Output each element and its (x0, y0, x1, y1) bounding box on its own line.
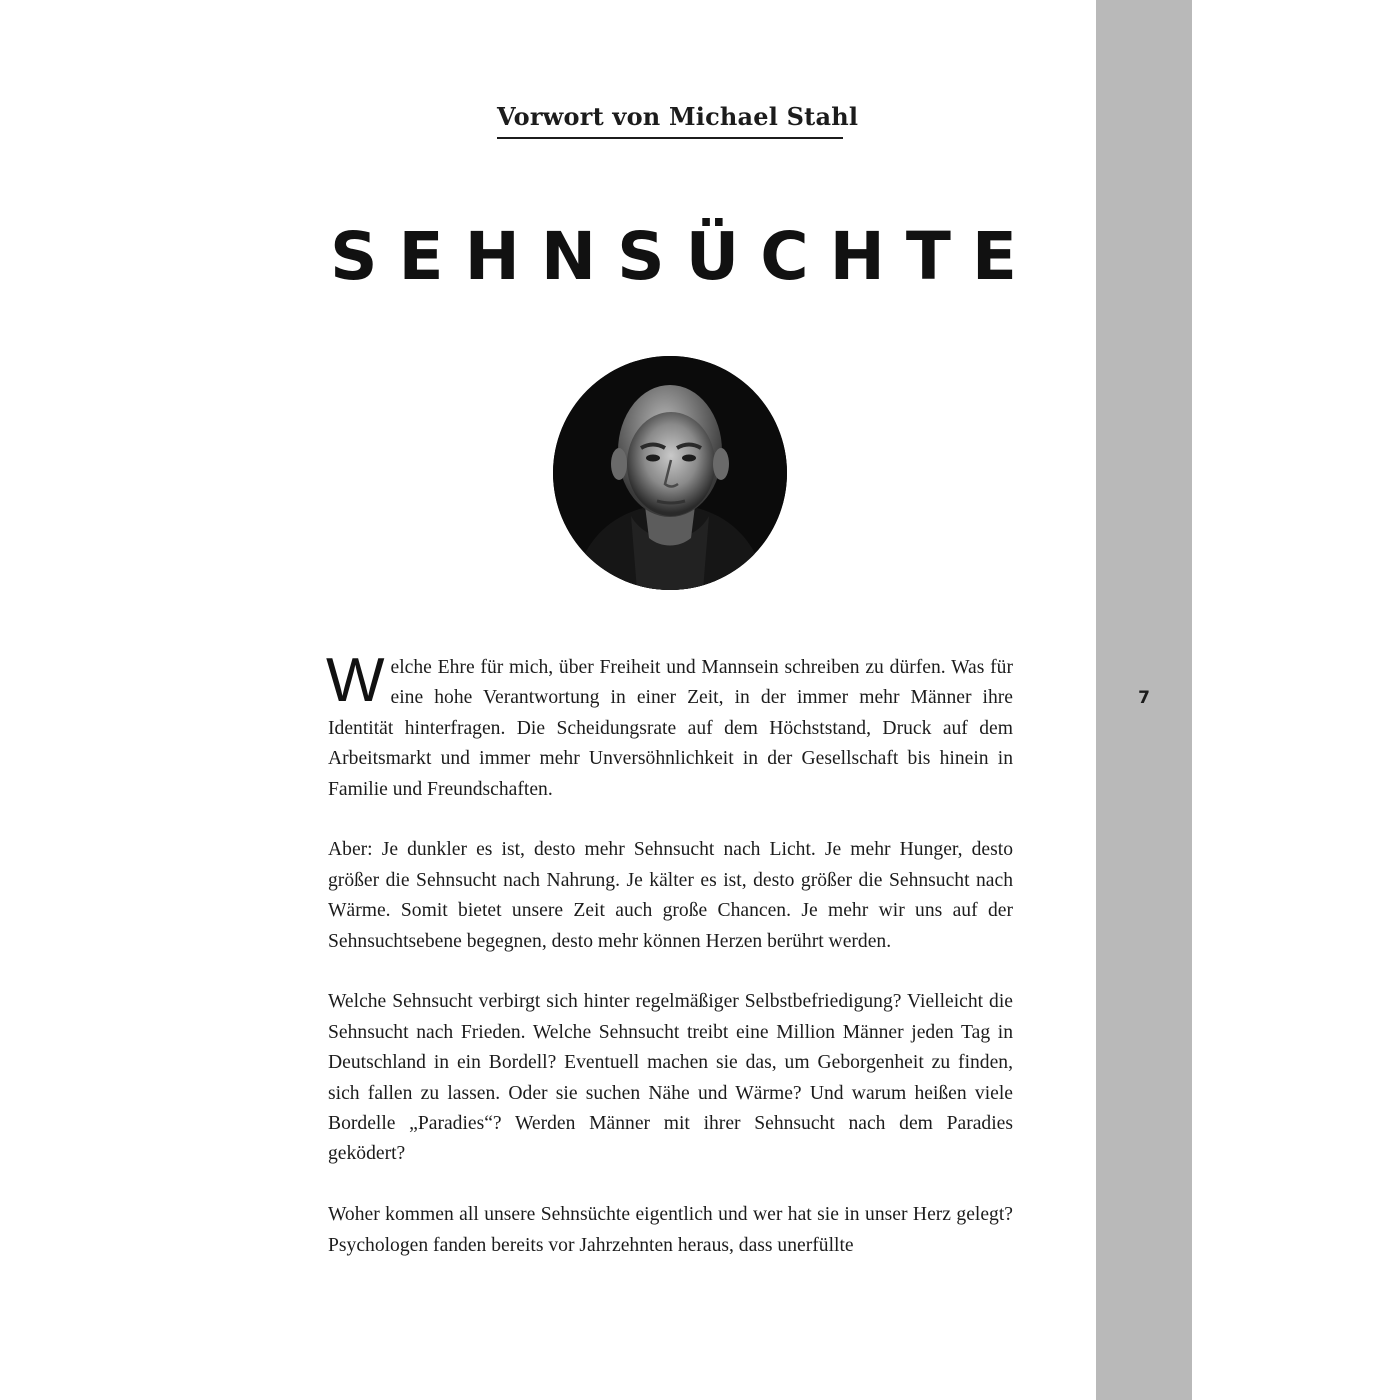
paragraph-1 (326, 646, 1013, 805)
paragraph-3: Welche Sehnsucht verbirgt sich hinter regelmäßiger Selbstbefriedigung? Vielleicht die Sehnsucht nach Frieden. Welche Sehnsucht treibt eine Million Männer jeden Tag in Deutschland in ein Bordell? Eventuell machen sie das, um Geborgenheit zu finden, sich fallen zu lassen. Oder sie suchen Nähe und Wärme? Und warum heißen viele Bordelle „Paradies“? Werden Männer mit ihrer Sehnsucht nach dem Paradies geködert? (328, 991, 1013, 1165)
section-overline: Vorwort von Michael Stahl (497, 102, 859, 131)
author-portrait (553, 356, 787, 590)
paragraph-2: Aber: Je dunkler es ist, desto mehr Sehnsucht nach Licht. Je mehr Hunger, desto größer die Sehnsucht nach Nahrung. Je kälter es ist, desto größer die Sehnsucht nach Wärme. Somit bietet unsere Zeit auch große Chancen. Je mehr wir uns auf der Sehnsuchtsebene begegnen, desto mehr können Herzen berührt werden. (328, 839, 1013, 952)
chapter-title: SEHNSÜCHTE (330, 218, 1038, 295)
overline-underline (497, 137, 843, 139)
body-text (326, 646, 1013, 1291)
portrait-photo-icon (553, 356, 787, 590)
paragraph-1-text: elche Ehre für mich, über Freiheit und Mannsein schreiben zu dürfen. Was für eine hohe Verantwortung in einer Zeit, in der immer mehr Männer ihre Identität hinterfragen. Die Scheidungsrate auf dem Höchststand, Druck auf dem Arbeitsmarkt und immer mehr Unversöhnlichkeit in der Gesellschaft bis hinein in Familie und Freundschaften. (328, 657, 1013, 800)
page-number: 7 (1138, 688, 1150, 708)
paragraph-4: Woher kommen all unsere Sehnsüchte eigentlich und wer hat sie in unser Herz gelegt? Psychologen fanden bereits vor Jahrzehnten heraus, dass unerfüllte (328, 1204, 1013, 1256)
drop-cap: W (326, 646, 385, 715)
